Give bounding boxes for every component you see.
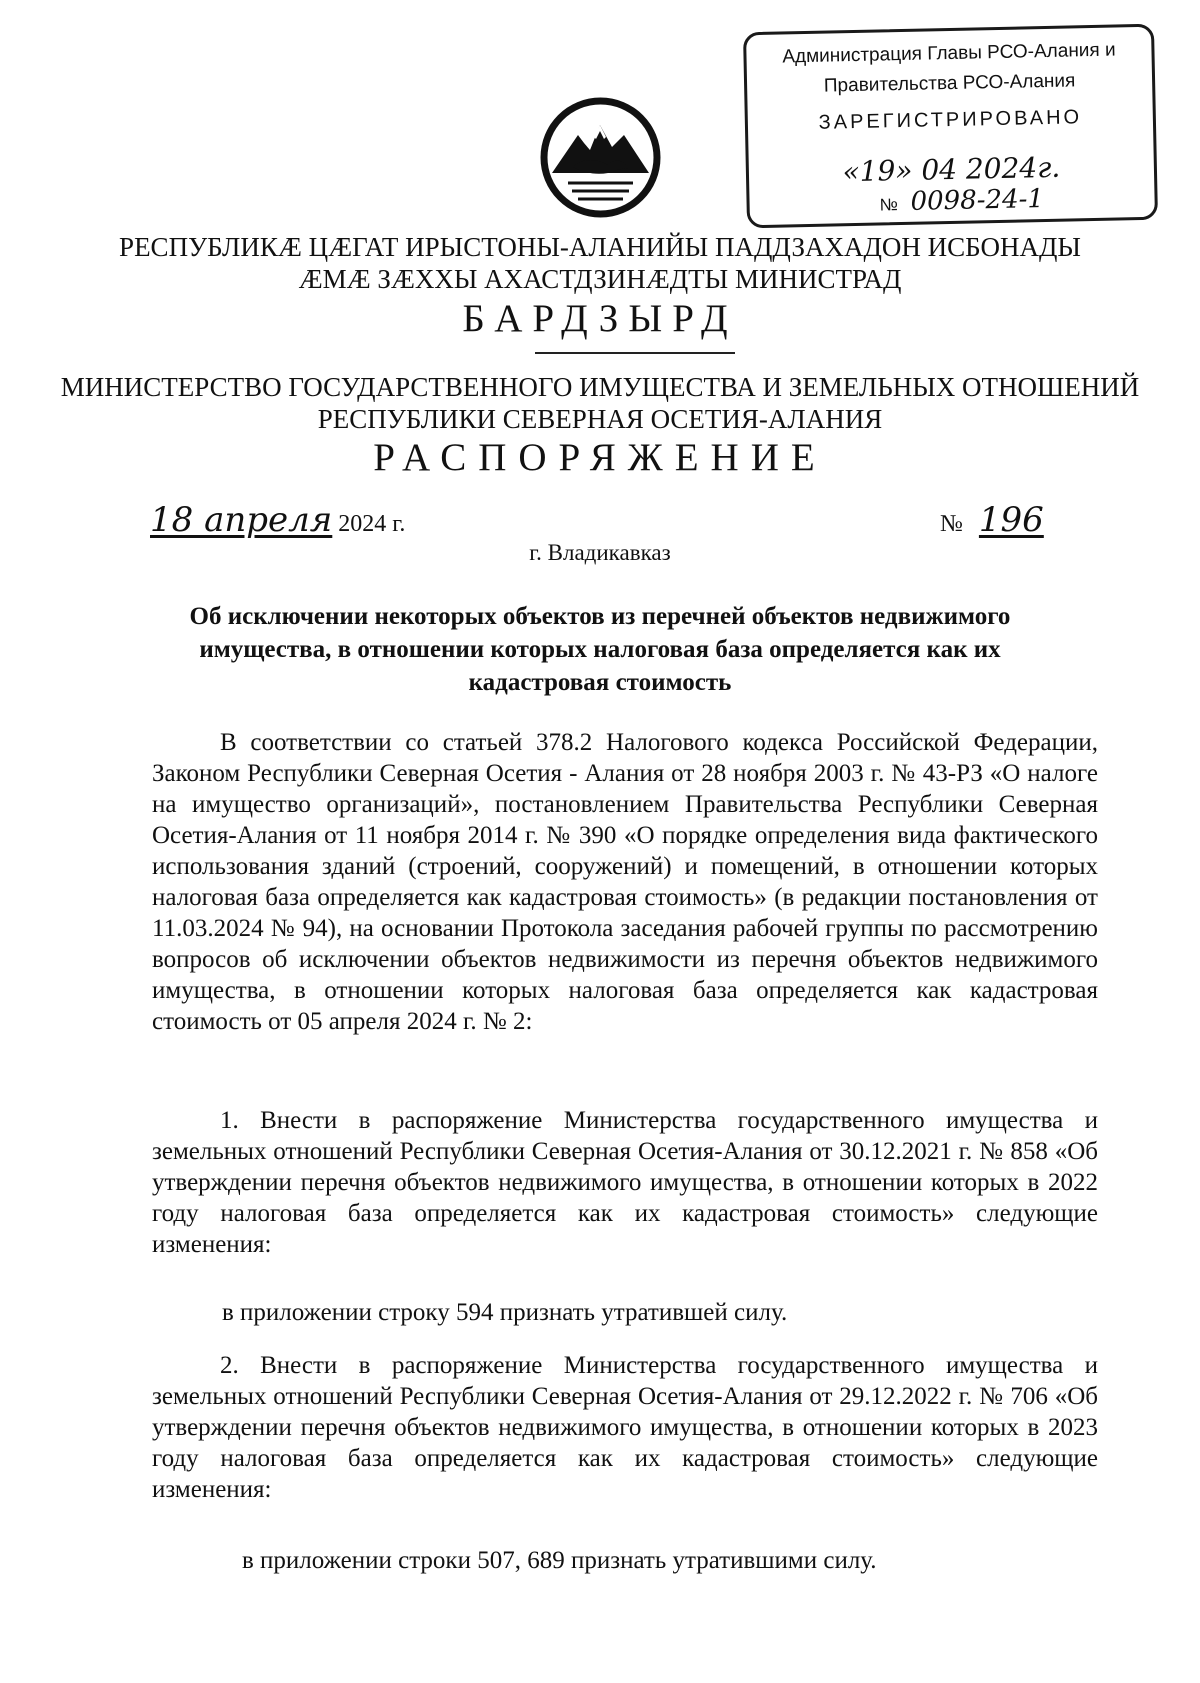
header-os-line-1: РЕСПУБЛИКӔ ЦӔГАТ ИРЫСТОНЫ-АЛАНИЙЫ ПАДДЗАХАДОН ИСБОНАДЫ (119, 232, 1081, 262)
stamp-date: «19» 04 2024г. (842, 150, 1061, 189)
stamp-number-value: 0098-24-1 (910, 184, 1045, 217)
number-handwritten: 196 (978, 500, 1044, 540)
document-title: Об исключении некоторых объектов из перечней объектов недвижимого имущества, в отношении которых налоговая база определяется как их кадастровая стоимость (189, 603, 1011, 696)
number-label: № (940, 511, 963, 537)
paragraph-preamble: В соответствии со статьей 378.2 Налогового кодекса Российской Федерации, Законом Республики Северная Осетия - Алания от 28 ноября 2003 г. № 43-РЗ «О налоге на имущество организаций», постановлением Правительства Республики Северная Осетия-Алания от 11 ноября 2014 г. № 390 «О порядке определения вида фактического использования зданий (строений, сооружений) и помещений, в отношении которых налоговая база определяется как кадастровая стоимость» (в редакции постановления от 11.03.2024 № 94), на основании Протокола заседания рабочей группы по рассмотрению вопросов об исключении объектов недвижимости из перечня объектов недвижимого имущества, в отношении которых налоговая база определяется как кадастровая стоимость от 05 апреля 2024 г. № 2: (152, 729, 1098, 1035)
date-handwritten: 18 апреля (150, 500, 333, 540)
document-number (940, 500, 1044, 540)
coat-of-arms-icon (538, 95, 663, 220)
paragraph-item-1-change: в приложении строку 594 признать утратившей силу. (222, 1299, 788, 1326)
paragraph-item-2-change: в приложении строки 507, 689 признать утратившими силу. (242, 1547, 877, 1574)
date-year: 2024 г. (338, 511, 406, 537)
stamp-number-label: № (879, 195, 899, 215)
stamp-number (879, 184, 1044, 217)
header-ru-line-2: РЕСПУБЛИКИ СЕВЕРНАЯ ОСЕТИЯ-АЛАНИЯ (317, 404, 883, 434)
stamp-line-2: Правительства РСО-Алания (823, 70, 1076, 97)
stamp-line-1: Администрация Главы РСО-Алания и (782, 39, 1116, 68)
registration-stamp (743, 24, 1158, 229)
doc-type-ru: РАСПОРЯЖЕНИЕ (373, 436, 827, 479)
paragraph-item-1: 1. Внести в распоряжение Министерства государственного имущества и земельных отношений Республики Северная Осетия-Алания от 30.12.2021 г. № 858 «Об утверждении перечня объектов недвижимого имущества, в отношении которых в 2022 году налоговая база определяется как их кадастровая стоимость» следующие изменения: (152, 1107, 1098, 1258)
stamp-registered: ЗАРЕГИСТРИРОВАНО (818, 106, 1083, 134)
document-date (150, 500, 405, 540)
header-divider (535, 352, 735, 354)
doc-type-os: БАРДЗЫРД (462, 297, 738, 340)
paragraph-item-2: 2. Внести в распоряжение Министерства государственного имущества и земельных отношений Республики Северная Осетия-Алания от 29.12.2022 г. № 706 «Об утверждении перечня объектов недвижимого имущества, в отношении которых в 2023 году налоговая база определяется как их кадастровая стоимость» следующие изменения: (152, 1352, 1098, 1503)
header-ru-line-1: МИНИСТЕРСТВО ГОСУДАРСТВЕННОГО ИМУЩЕСТВА И ЗЕМЕЛЬНЫХ ОТНОШЕНИЙ (60, 372, 1140, 402)
header-os-line-2: ӔМӔ ЗӔХХЫ АХАСТДЗИНӔДТЫ МИНИСТРАД (298, 264, 902, 294)
city: г. Владикавказ (529, 540, 671, 565)
